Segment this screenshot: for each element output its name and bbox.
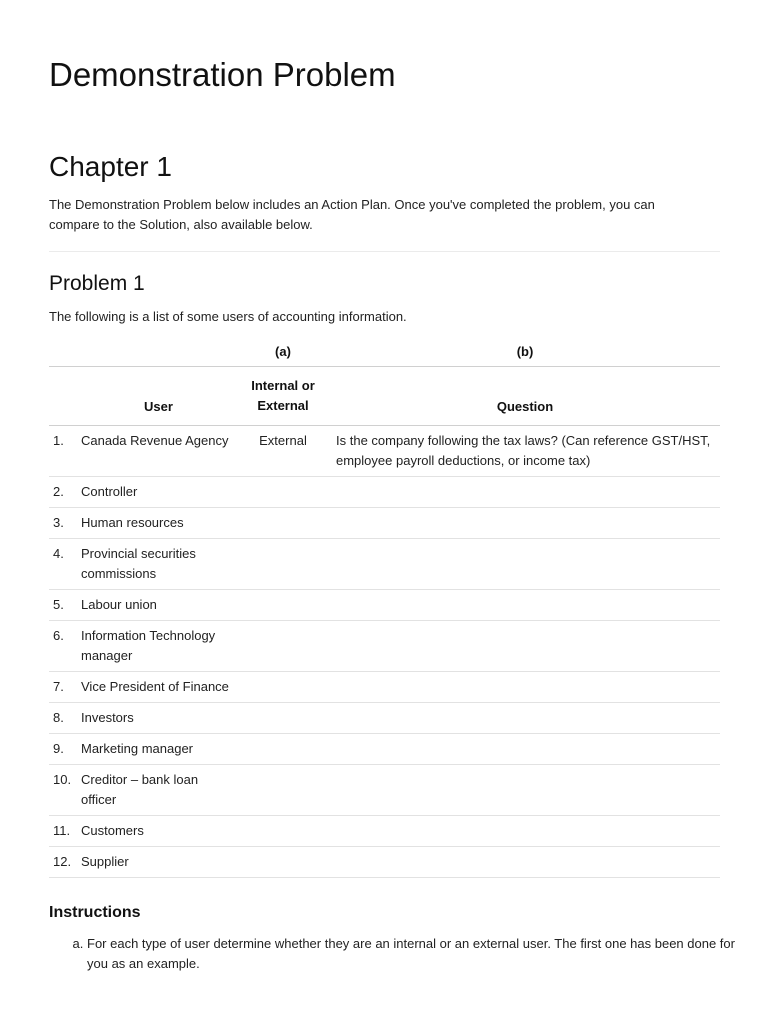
row-user: Customers — [81, 816, 236, 847]
row-question — [330, 816, 720, 847]
row-internal-external — [236, 590, 330, 621]
row-number: 9. — [49, 734, 81, 765]
row-internal-external — [236, 477, 330, 508]
row-number: 3. — [49, 508, 81, 539]
row-question — [330, 734, 720, 765]
problem-description: The following is a list of some users of accounting information. — [49, 309, 407, 324]
row-user: Supplier — [81, 847, 236, 878]
empty-header-cell — [81, 336, 236, 367]
table-row — [49, 426, 720, 477]
row-user: Canada Revenue Agency — [81, 426, 236, 477]
row-number: 10. — [49, 765, 81, 816]
row-user: Provincial securities commissions — [81, 539, 236, 590]
chapter-title: Chapter 1 — [49, 151, 172, 182]
header-question: Question — [330, 367, 720, 426]
row-internal-external — [236, 621, 330, 672]
empty-header-cell — [49, 367, 81, 426]
intro-paragraph: The Demonstration Problem below includes an Action Plan. Once you've completed the problem, you can compare to the Solution, also available below. — [49, 197, 655, 232]
column-header-row — [49, 367, 720, 426]
table-body — [49, 426, 720, 878]
row-user: Controller — [81, 477, 236, 508]
row-question — [330, 621, 720, 672]
row-internal-external — [236, 539, 330, 590]
row-question — [330, 590, 720, 621]
row-number: 8. — [49, 703, 81, 734]
table-row — [49, 816, 720, 847]
row-user: Information Technology manager — [81, 621, 236, 672]
instructions-title: Instructions — [49, 904, 141, 921]
header-internal-external-text: Internal or External — [251, 378, 315, 413]
row-number: 1. — [49, 426, 81, 477]
row-question — [330, 539, 720, 590]
row-number: 5. — [49, 590, 81, 621]
row-user: Labour union — [81, 590, 236, 621]
row-question — [330, 847, 720, 878]
row-number: 7. — [49, 672, 81, 703]
row-number: 12. — [49, 847, 81, 878]
problem-title: Problem 1 — [49, 272, 145, 295]
row-user: Investors — [81, 703, 236, 734]
row-internal-external — [236, 734, 330, 765]
column-b-letter: (b) — [516, 343, 534, 359]
table-row — [49, 672, 720, 703]
table-row — [49, 734, 720, 765]
row-user: Human resources — [81, 508, 236, 539]
row-internal-external: External — [236, 426, 330, 477]
instructions-list — [49, 934, 747, 973]
table-row — [49, 765, 720, 816]
row-question — [330, 508, 720, 539]
column-a-letter: (a) — [275, 343, 291, 359]
row-internal-external — [236, 508, 330, 539]
header-user: User — [81, 367, 236, 426]
row-number: 11. — [49, 816, 81, 847]
row-question — [330, 703, 720, 734]
page-title: Demonstration Problem — [49, 56, 396, 93]
row-number: 4. — [49, 539, 81, 590]
header-internal-external — [236, 367, 330, 426]
row-internal-external — [236, 765, 330, 816]
row-user: Creditor – bank loan officer — [81, 765, 236, 816]
table-row — [49, 621, 720, 672]
instruction-item: a. For each type of user determine whether they are an internal or an external user. The first one has been done for you as an example. — [87, 934, 747, 973]
table-row — [49, 539, 720, 590]
row-question — [330, 765, 720, 816]
row-question — [330, 672, 720, 703]
table-row — [49, 508, 720, 539]
row-user: Marketing manager — [81, 734, 236, 765]
empty-header-cell — [49, 336, 81, 367]
section-divider — [49, 251, 720, 252]
row-user: Vice President of Finance — [81, 672, 236, 703]
row-question — [330, 477, 720, 508]
row-number: 6. — [49, 621, 81, 672]
row-internal-external — [236, 847, 330, 878]
column-letter-row — [49, 336, 720, 367]
row-number: 2. — [49, 477, 81, 508]
users-table — [49, 336, 720, 878]
row-internal-external — [236, 672, 330, 703]
row-internal-external — [236, 703, 330, 734]
table-row — [49, 590, 720, 621]
table-row — [49, 703, 720, 734]
table-row — [49, 847, 720, 878]
table-row — [49, 477, 720, 508]
row-question: Is the company following the tax laws? (Can reference GST/HST, employee payroll deductions, or income tax) — [330, 426, 720, 477]
row-internal-external — [236, 816, 330, 847]
